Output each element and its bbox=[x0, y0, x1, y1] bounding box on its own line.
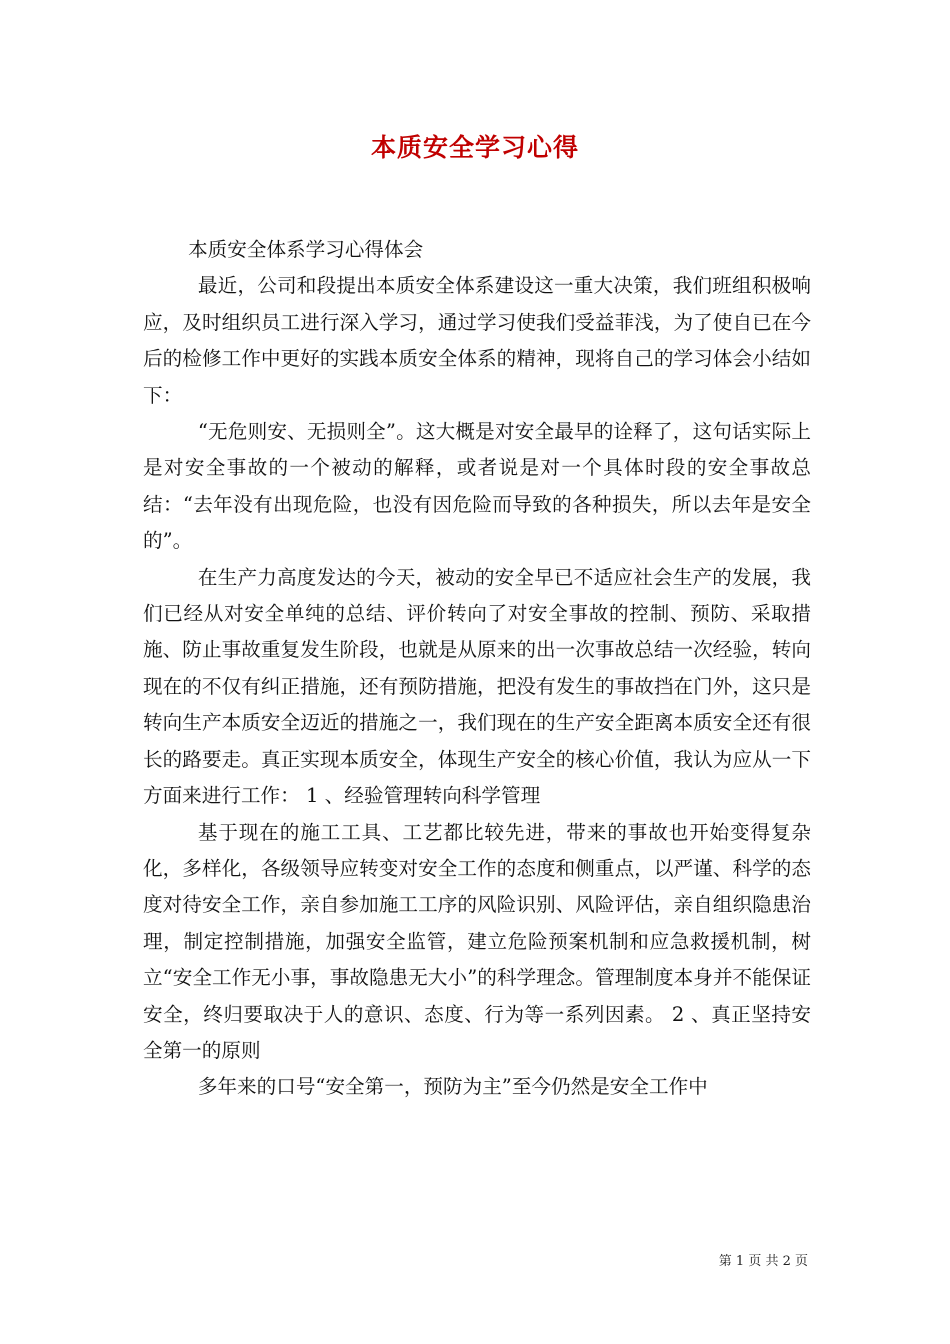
page-number: 第 1 页 共 2 页 bbox=[718, 1254, 808, 1269]
document-title: 本质安全学习心得 bbox=[370, 133, 579, 162]
document-subtitle: 本质安全体系学习心得体会 bbox=[188, 238, 424, 261]
paragraph: “无危则安、无损则全”。这大概是对安全最早的诠释了，这句话实际上是对安全事故的一个被动的解释，或者说是对一个具体时段的安全事故总结：“去年没有出现危险，也没有因危险而导致的各种损失，所以去年是安全的”。 bbox=[143, 420, 811, 553]
paragraph: 最近，公司和段提出本质安全体系建设这一重大决策，我们班组积极响应，及时组织员工进行深入学习，通过学习使我们受益菲浅，为了使自已在今后的检修工作中更好的实践本质安全体系的精神，现将自己的学习体会小结如下： bbox=[143, 274, 811, 407]
document-body bbox=[143, 232, 811, 1106]
paragraph: 在生产力高度发达的今天，被动的安全早已不适应社会生产的发展，我们已经从对安全单纯的总结、评价转向了对安全事故的控制、预防、采取措施、防止事故重复发生阶段，也就是从原来的出一次事故总结一次经验，转向现在的不仅有纠正措施，还有预防措施，把没有发生的事故挡在门外，这只是转向生产本质安全迈近的措施之一，我们现在的生产安全距离本质安全还有很长的路要走。真正实现本质安全，体现生产安全的核心价值，我认为应从一下方面来进行工作： 1 、经验管理转向科学管理 bbox=[143, 565, 811, 808]
paragraph: 多年来的口号“安全第一，预防为主”至今仍然是安全工作中 bbox=[197, 1075, 708, 1099]
paragraph: 基于现在的施工工具、工艺都比较先进，带来的事故也开始变得复杂化，多样化，各级领导应转变对安全工作的态度和侧重点，以严谨、科学的态度对待安全工作，亲自参加施工工序的风险识别、风险评估，亲自组织隐患治理，制定控制措施，加强安全监管，建立危险预案机制和应急救援机制，树立“安全工作无小事，事故隐患无大小”的科学理念。管理制度本身并不能保证安全，终归要取决于人的意识、态度、行为等一系列因素。 2 、真正坚持安全第一的原则 bbox=[143, 820, 811, 1062]
